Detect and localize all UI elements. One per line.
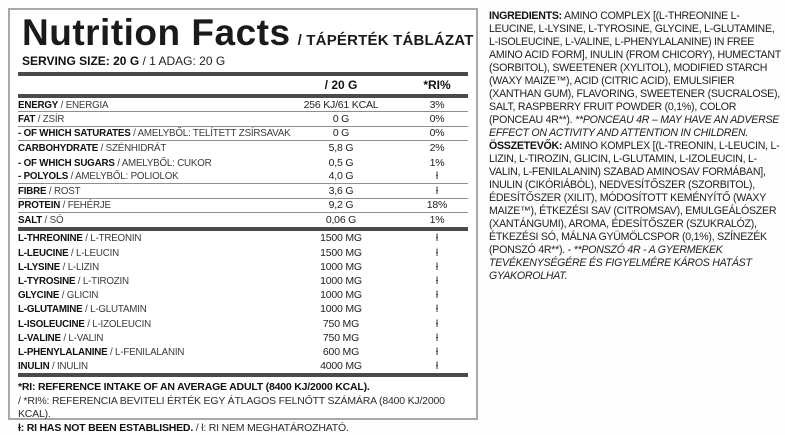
ingredients-hu-warning: **PONSZÓ 4R - A GYERMEKEK TEVÉKENYSÉGÉRE ÉS FIGYELMÉRE KÁROS HATÁST GYAKOROLHAT. bbox=[489, 244, 752, 282]
row-ri-percent: ƚ bbox=[435, 246, 439, 259]
table-row bbox=[18, 98, 468, 112]
row-amount: 4000 MG bbox=[320, 360, 362, 373]
row-name-hu: / L-TIROZIN bbox=[75, 275, 129, 288]
row-name-en: FAT bbox=[18, 112, 36, 125]
row-name-hu: / AMELYBŐL: CUKOR bbox=[114, 156, 212, 169]
row-label bbox=[18, 185, 276, 197]
ingredients-en-label: INGREDIENTS: bbox=[489, 10, 562, 22]
row-ri-percent: 0% bbox=[429, 127, 445, 140]
row-name-hu: / ENERGIA bbox=[58, 98, 109, 111]
row-ri-percent: ƚ bbox=[435, 331, 439, 344]
row-name-en: SALT bbox=[18, 214, 43, 227]
row-name-en: - POLYOLS bbox=[18, 170, 69, 183]
row-name-en: L-THREONINE bbox=[18, 232, 83, 245]
row-label bbox=[18, 318, 276, 330]
row-ri-percent: ƚ bbox=[435, 232, 439, 245]
footnote-regular: / *RI%: REFERENCIA BEVITELI ÉRTÉK EGY ÁTLAGOS FELNŐTT SZÁMÁRA (8400 KJ/2000 KCAL). bbox=[18, 394, 445, 421]
row-name-hu: / INULIN bbox=[49, 360, 88, 373]
row-ri-percent: ƚ bbox=[435, 360, 439, 373]
column-header-ri: *RI% bbox=[423, 77, 451, 92]
table-row bbox=[18, 288, 468, 302]
row-label bbox=[18, 303, 276, 315]
row-label bbox=[18, 346, 276, 358]
row-name-hu: / L-FENILALANIN bbox=[107, 345, 185, 358]
column-header-amount: / 20 G bbox=[324, 77, 358, 92]
row-name-hu: / L-TREONIN bbox=[82, 232, 142, 245]
row-name-hu: / L-VALIN bbox=[60, 331, 104, 344]
row-name-hu: / SZÉNHIDRÁT bbox=[98, 142, 167, 155]
footnote-bold: *RI: REFERENCE INTAKE OF AN AVERAGE ADULT (8400 KJ/2000 KCAL). bbox=[18, 381, 370, 394]
table-row bbox=[18, 127, 468, 141]
amino-acid-table bbox=[18, 231, 468, 373]
row-name-hu: / L-GLUTAMIN bbox=[82, 303, 147, 316]
row-ri-percent: 1% bbox=[429, 214, 445, 227]
row-ri-percent: 2% bbox=[429, 142, 445, 155]
footnote-line bbox=[18, 395, 468, 422]
row-amount: 600 MG bbox=[322, 345, 360, 358]
ingredients-hu-body: AMINO KOMPLEX [(L-TREONIN, L-LEUCIN, L-LIZIN, L-TIROZIN, GLICIN, L-GLUTAMIN, L-IZOLEUCIN, L-VALIN, L-FENILALANIN) SZABAD AMINOSAV FORMÁBAN], INULIN (CIKÓRIÁBÓL), NEDVESÍTŐSZER (SZORBITOL), ÉDESÍTŐSZER (XILIT), MÓDOSÍTOTT KEMÉNYÍTŐ (WAXY MAIZE™), ÉTKEZÉSI SAV (CITROMSAV), EMULGEÁLÓSZER (XANTÁNGUMI), AROMA, ÉDESÍTŐSZER (SZUKRALÓZ), ÉTKEZÉSI SÓ, MÁLNA GYÜMÖLCSPOR (0,1%), SZÍNEZÉK (PONSZÓ 4R**). - bbox=[489, 140, 780, 256]
row-amount: 1000 MG bbox=[320, 260, 362, 273]
row-ri-percent: ƚ bbox=[435, 317, 439, 330]
footnote-line bbox=[18, 422, 468, 435]
ingredients-hu bbox=[489, 140, 783, 283]
row-name-en: GLYCINE bbox=[18, 289, 60, 302]
table-row bbox=[18, 331, 468, 345]
row-label bbox=[18, 142, 276, 154]
serving-size-en: SERVING SIZE: 20 G bbox=[22, 53, 140, 68]
row-amount: 5,8 G bbox=[328, 142, 354, 155]
row-ri-percent: 0% bbox=[429, 112, 445, 125]
row-name-en: - OF WHICH SUGARS bbox=[18, 156, 115, 169]
row-label bbox=[18, 232, 276, 244]
row-label bbox=[18, 99, 276, 111]
row-ri-percent: ƚ bbox=[435, 303, 439, 316]
row-label bbox=[18, 127, 291, 140]
row-amount: 0 G bbox=[332, 112, 350, 125]
table-row bbox=[18, 155, 468, 169]
footnote-line bbox=[18, 381, 468, 395]
row-name-hu: / L-LIZIN bbox=[60, 260, 99, 273]
footnote-bold: ƚ: RI HAS NOT BEEN ESTABLISHED. bbox=[18, 421, 194, 434]
row-name-en: L-LYSINE bbox=[18, 260, 61, 273]
column-headers bbox=[18, 76, 468, 94]
row-amount: 0,5 G bbox=[328, 156, 354, 169]
title-suffix: / TÁPÉRTÉK TÁBLÁZAT bbox=[297, 32, 474, 49]
table-row bbox=[18, 213, 468, 227]
row-label bbox=[18, 261, 276, 273]
row-name-en: L-ISOLEUCINE bbox=[18, 317, 85, 330]
row-name-hu: / GLICIN bbox=[59, 289, 99, 302]
table-row bbox=[18, 184, 468, 198]
row-amount: 750 MG bbox=[322, 331, 360, 344]
footnotes bbox=[18, 381, 468, 435]
row-name-hu: / ZSÍR bbox=[35, 112, 65, 125]
table-row bbox=[18, 170, 468, 184]
table-row bbox=[18, 199, 468, 213]
row-ri-percent: ƚ bbox=[435, 170, 439, 183]
row-name-en: L-PHENYLALANINE bbox=[18, 345, 108, 358]
divider-bar-bottom bbox=[18, 373, 468, 377]
row-amount: 9,2 G bbox=[328, 199, 354, 212]
row-name-en: - OF WHICH SATURATES bbox=[18, 127, 131, 140]
row-label bbox=[18, 247, 276, 259]
row-amount: 3,6 G bbox=[328, 184, 354, 197]
row-ri-percent: 1% bbox=[429, 156, 445, 169]
table-row bbox=[18, 302, 468, 316]
row-ri-percent: ƚ bbox=[435, 289, 439, 302]
row-label bbox=[18, 332, 276, 344]
title-row bbox=[18, 12, 474, 53]
row-name-hu: / AMELYBŐL: POLIOLOK bbox=[68, 170, 179, 183]
footnote-regular: / ƚ: RI NEM MEGHATÁROZHATÓ. bbox=[193, 421, 349, 434]
row-amount: 0,06 G bbox=[325, 214, 357, 227]
row-name-hu: / AMELYBŐL: TELÍTETT ZSÍRSAVAK bbox=[130, 127, 291, 140]
ingredients-hu-label: ÖSSZETEVŐK: bbox=[489, 140, 563, 152]
table-row bbox=[18, 274, 468, 288]
row-label bbox=[18, 360, 276, 372]
table-row bbox=[18, 141, 468, 155]
row-amount: 1000 MG bbox=[320, 289, 362, 302]
row-name-hu: / FEHÉRJE bbox=[60, 199, 111, 212]
row-amount: 1500 MG bbox=[320, 246, 362, 259]
row-ri-percent: ƚ bbox=[435, 345, 439, 358]
row-label bbox=[18, 214, 276, 226]
row-name-hu: / SÓ bbox=[42, 214, 64, 227]
serving-size bbox=[22, 54, 468, 68]
table-row bbox=[18, 345, 468, 359]
row-name-en: INULIN bbox=[18, 360, 50, 373]
table-row bbox=[18, 316, 468, 330]
row-amount: 1000 MG bbox=[320, 303, 362, 316]
table-row bbox=[18, 359, 468, 373]
row-label bbox=[18, 157, 276, 169]
row-amount: 4,0 G bbox=[328, 170, 354, 183]
row-label bbox=[18, 275, 276, 287]
row-name-en: L-TYROSINE bbox=[18, 275, 76, 288]
row-name-hu: / ROST bbox=[46, 184, 81, 197]
row-ri-percent: ƚ bbox=[435, 275, 439, 288]
row-name-en: PROTEIN bbox=[18, 199, 61, 212]
row-name-en: FIBRE bbox=[18, 184, 47, 197]
row-label bbox=[18, 289, 276, 301]
row-name-en: L-VALINE bbox=[18, 331, 61, 344]
row-amount: 1000 MG bbox=[320, 275, 362, 288]
row-ri-percent: ƚ bbox=[435, 260, 439, 273]
table-row bbox=[18, 112, 468, 126]
row-ri-percent: 3% bbox=[429, 98, 445, 111]
row-name-en: ENERGY bbox=[18, 98, 59, 111]
row-name-hu: / L-IZOLEUCIN bbox=[84, 317, 151, 330]
row-name-en: CARBOHYDRATE bbox=[18, 142, 99, 155]
nutrition-facts-panel bbox=[8, 8, 478, 434]
row-name-en: L-LEUCINE bbox=[18, 246, 69, 259]
row-amount: 1500 MG bbox=[320, 232, 362, 245]
row-name-en: L-GLUTAMINE bbox=[18, 303, 83, 316]
ingredients-en-body: AMINO COMPLEX [(L-THREONINE L-LEUCINE, L-LYSINE, L-TYROSINE, GLYCINE, L-GLUTAMINE, L-ISOLEUCINE, L-VALINE, L-PHENYLALANINE) IN FREE AMINO ACID FORM], INULIN (FROM CHICORY), HUMECTANT (SORBITOL), SWEETENER (XYLITOL), MODIFIED STARCH (WAXY MAIZE™), ACID (CITRIC ACID), EMULSIFIER (XANTHAN GUM), FLAVORING, SWEETENER (SUCRALOSE), SALT, RASPBERRY FRUIT POWDER (0,1%), COLOR (PONCEAU 4R**). bbox=[489, 10, 781, 126]
table-row bbox=[18, 231, 468, 245]
row-amount: 0 G bbox=[332, 127, 350, 140]
row-name-hu: / L-LEUCIN bbox=[68, 246, 120, 259]
row-label bbox=[18, 170, 276, 182]
row-label bbox=[18, 199, 276, 211]
ingredients-column bbox=[489, 10, 783, 283]
serving-size-hu: / 1 ADAG: 20 G bbox=[139, 53, 226, 68]
row-amount: 750 MG bbox=[322, 317, 360, 330]
row-amount: 256 KJ/61 KCAL bbox=[303, 98, 379, 111]
row-label bbox=[18, 113, 276, 125]
row-ri-percent: 18% bbox=[426, 199, 448, 212]
table-row bbox=[18, 260, 468, 274]
table-row bbox=[18, 246, 468, 260]
ingredients-en bbox=[489, 10, 783, 140]
page-title: Nutrition Facts bbox=[22, 12, 291, 53]
ingredients-en-warning: **PONCEAU 4R – MAY HAVE AN ADVERSE EFFECT ON ACTIVITY AND ATTENTION IN CHILDREN. bbox=[489, 114, 780, 139]
nutrient-table bbox=[18, 98, 468, 228]
row-ri-percent: ƚ bbox=[435, 184, 439, 197]
